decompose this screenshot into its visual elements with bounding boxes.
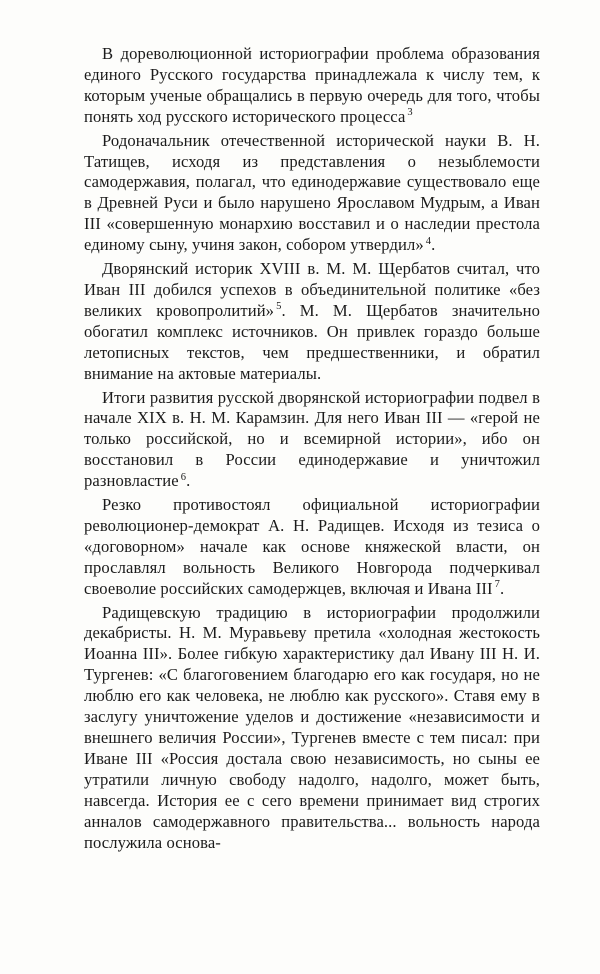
- paragraph-tail: .: [499, 578, 505, 598]
- paragraph-tail: . М. М. Щербатов значительно обогатил комплекс источников. Он привлек гораздо больше летописных текстов, чем предшественники, и обратил внимание на актовые материалы.: [84, 300, 540, 383]
- text-column: [84, 44, 540, 853]
- footnote-marker: 7: [494, 579, 500, 591]
- footnote-marker: 6: [180, 471, 187, 483]
- paragraph-tail: .: [431, 235, 436, 255]
- paragraph-text: Резко противостоял официальной историографии революционер-демократ А. Н. Радищев. Исходя из тезиса о «договорном» начале как основе княжеской власти, он прославлял вольность Великого Новгорода подчеркивал своеволие российских самодержцев, включая и Ивана III: [84, 495, 540, 598]
- paragraph-karamzin: [84, 388, 540, 493]
- paragraph-text: Дворянский историк XVIII в. М. М. Щербатов считал, что Иван III добился успехов в объединительной политике «без великих кровопролитий»: [84, 259, 540, 320]
- paragraph-tail: .: [186, 471, 191, 491]
- paragraph-decembrists: [84, 603, 540, 854]
- paragraph-text: Родоначальник отечественной исторической науки В. Н. Татищев, исходя из представления о незыблемости самодержавия, полагал, что единодержавие существовало еще в Древней Руси и было нарушено Ярославом Мудрым, а Иван III «совершенную монархию восставил и о наследии престола единому сыну, учиня закон, собором утвердил»: [84, 130, 540, 255]
- paragraph-text: Итоги развития русской дворянской историографии подвел в начале XIX в. Н. М. Карамзин. Для него Иван III — «герой не только российской, но и всемирной истории», ибо он восстановил в России единодержавие и уничтожил разновластие: [84, 387, 540, 491]
- footnote-marker: 4: [425, 235, 432, 247]
- paragraph-radishchev: [84, 495, 540, 600]
- paragraph-text: В дореволюционной историографии проблема образования единого Русского государства принадлежала к числу тем, к которым ученые обращались в первую очередь для того, чтобы понять ход русского исторического процесса: [84, 44, 540, 126]
- paragraph-tatishchev: [84, 131, 540, 256]
- paragraph-text: Радищевскую традицию в историографии продолжили декабристы. Н. М. Муравьеву претила «холодная жестокость Иоанна III». Более гибкую характеристику дал Ивану III Н. И. Тургенев: «С благоговением благодарю его как государя, но не люблю его как человека, не люблю как русского». Ставя ему в заслугу уничтожение уделов и достижение «независимости и внешнего величия России», Тургенев вместе с тем писал: при Иване III «Россия достала свою независимость, но сыны ее утратили личную свободу надолго, надолго, может быть, навсегда. История ее с сего времени принимает вид строгих анналов самодержавного правительства... вольность народа послужила основа-: [84, 602, 540, 852]
- paragraph-historiography-intro: [84, 44, 540, 128]
- footnote-marker: 3: [407, 107, 413, 119]
- footnote-marker: 5: [276, 301, 282, 313]
- paragraph-shcherbatov: [84, 259, 540, 384]
